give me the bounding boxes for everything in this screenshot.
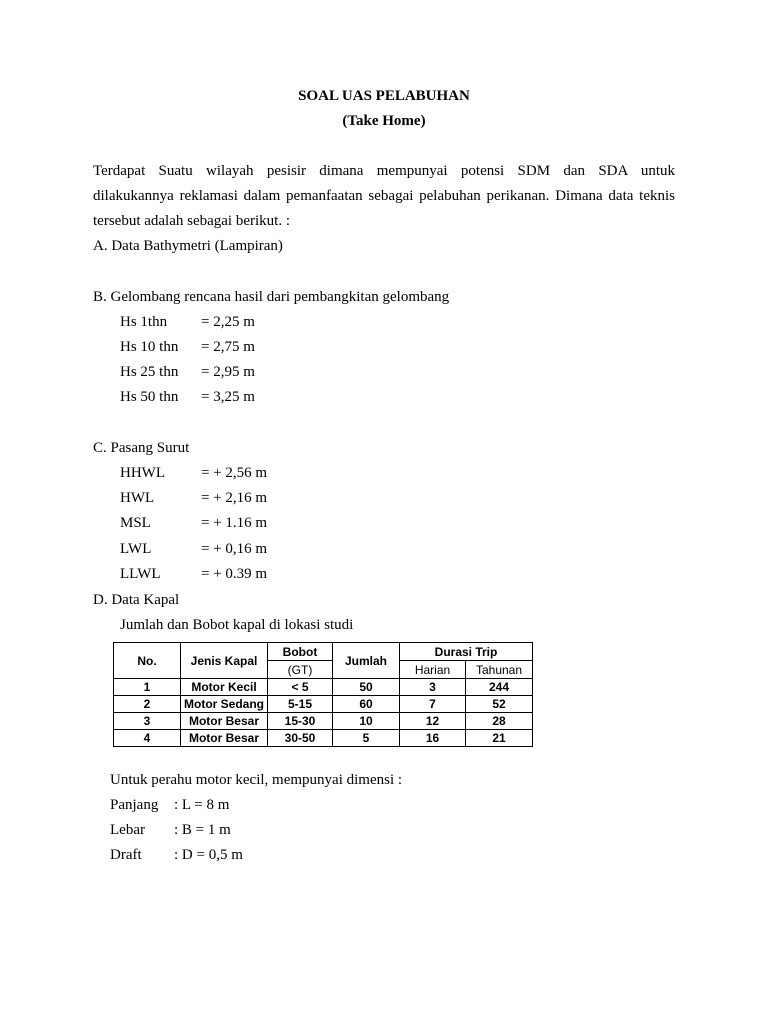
cell-tahunan: 28 (466, 713, 533, 730)
header-jenis-kapal: Jenis Kapal (181, 643, 268, 679)
cell-jenis: Motor Besar (181, 713, 268, 730)
cell-jenis: Motor Sedang (181, 696, 268, 713)
cell-bobot: 5-15 (268, 696, 333, 713)
intro-line: dilakukannya reklamasi dalam pemanfaatan sebagai pelabuhan perikanan. Dimana data teknis (93, 188, 675, 204)
dimension-value: : D = 0,5 m (174, 847, 243, 863)
wave-label: Hs 50 thn (120, 389, 179, 405)
header-bobot: Bobot (268, 643, 333, 661)
cell-jumlah: 10 (333, 713, 400, 730)
intro-paragraph (93, 162, 675, 212)
cell-no: 4 (114, 730, 181, 747)
table-row (114, 696, 533, 713)
dimension-label: Lebar (110, 822, 145, 838)
tide-label: LWL (120, 541, 152, 557)
dimension-label: Panjang (110, 797, 159, 813)
tide-label: MSL (120, 515, 151, 531)
header-no: No. (114, 643, 181, 679)
header-tahunan: Tahunan (466, 661, 533, 679)
cell-jumlah: 50 (333, 679, 400, 696)
table-row (114, 679, 533, 696)
tide-value: = + 2,56 m (201, 465, 268, 481)
cell-jenis: Motor Kecil (181, 679, 268, 696)
wave-label: Hs 10 thn (120, 339, 179, 355)
cell-harian: 12 (400, 713, 466, 730)
cell-no: 1 (114, 679, 181, 696)
tide-value: = + 0.39 m (201, 566, 268, 582)
table-row (114, 730, 533, 747)
document-title: SOAL UAS PELABUHAN (298, 88, 470, 104)
cell-bobot: 15-30 (268, 713, 333, 730)
cell-no: 2 (114, 696, 181, 713)
wave-value: = 2,25 m (201, 314, 255, 330)
tide-value: = + 1.16 m (201, 515, 268, 531)
cell-harian: 3 (400, 679, 466, 696)
wave-value: = 2,75 m (201, 339, 255, 355)
dimension-intro: Untuk perahu motor kecil, mempunyai dimensi : (110, 772, 403, 788)
section-d-heading: D. Data Kapal (93, 592, 180, 608)
document-subtitle: (Take Home) (342, 113, 426, 129)
wave-value: = 3,25 m (201, 389, 255, 405)
cell-tahunan: 244 (466, 679, 533, 696)
dimension-label: Draft (110, 847, 142, 863)
table-row (114, 713, 533, 730)
tide-value: = + 2,16 m (201, 490, 268, 506)
tide-label: HHWL (120, 465, 165, 481)
section-d-subheading: Jumlah dan Bobot kapal di lokasi studi (120, 617, 354, 633)
cell-bobot: 30-50 (268, 730, 333, 747)
intro-line: tersebut adalah sebagai berikut. : (93, 213, 291, 229)
cell-harian: 7 (400, 696, 466, 713)
header-jumlah: Jumlah (333, 643, 400, 679)
header-harian: Harian (400, 661, 466, 679)
wave-value: = 2,95 m (201, 364, 255, 380)
dimension-value: : B = 1 m (174, 822, 231, 838)
wave-label: Hs 25 thn (120, 364, 179, 380)
tide-label: LLWL (120, 566, 161, 582)
section-b-heading: B. Gelombang rencana hasil dari pembangkitan gelombang (93, 289, 450, 305)
dimension-value: : L = 8 m (174, 797, 230, 813)
header-bobot-unit: (GT) (268, 661, 333, 679)
ship-data-table (113, 642, 533, 747)
cell-tahunan: 52 (466, 696, 533, 713)
tide-label: HWL (120, 490, 155, 506)
cell-jumlah: 5 (333, 730, 400, 747)
intro-line: Terdapat Suatu wilayah pesisir dimana mempunyai potensi SDM dan SDA untuk (93, 163, 675, 179)
wave-label: Hs 1thn (120, 314, 168, 330)
cell-bobot: < 5 (268, 679, 333, 696)
header-durasi-trip: Durasi Trip (400, 643, 533, 661)
section-a-heading: A. Data Bathymetri (Lampiran) (93, 238, 283, 254)
section-c-heading: C. Pasang Surut (93, 440, 190, 456)
cell-jenis: Motor Besar (181, 730, 268, 747)
cell-tahunan: 21 (466, 730, 533, 747)
cell-jumlah: 60 (333, 696, 400, 713)
cell-harian: 16 (400, 730, 466, 747)
cell-no: 3 (114, 713, 181, 730)
tide-value: = + 0,16 m (201, 541, 268, 557)
